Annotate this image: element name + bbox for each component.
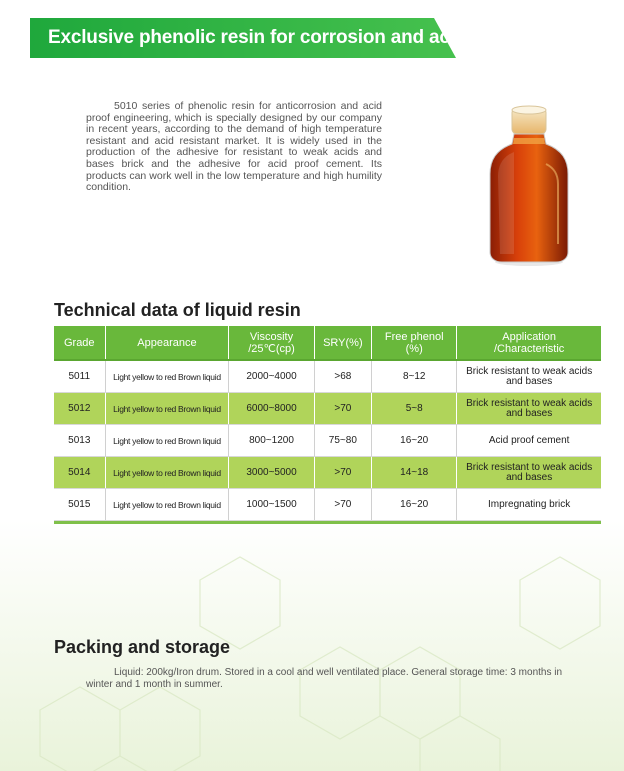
cell-application: Brick resistant to weak acids and bases <box>466 397 593 419</box>
title-banner <box>30 18 519 58</box>
cell-appearance: Light yellow to red Brown liquid <box>106 393 230 424</box>
cell-grade: 5011 <box>54 361 106 392</box>
cell-sry: >70 <box>315 489 372 520</box>
cell-free-phenol: 16~20 <box>372 425 457 456</box>
cell-grade: 5012 <box>54 393 106 424</box>
table-header <box>54 326 601 361</box>
cell-grade: 5014 <box>54 457 106 488</box>
header-grade: Grade <box>54 326 106 359</box>
cell-free-phenol: 14~18 <box>372 457 457 488</box>
table-row <box>54 361 601 393</box>
table-row <box>54 425 601 457</box>
cell-sry: >70 <box>315 457 372 488</box>
header-sry: SRY(%) <box>315 326 372 359</box>
table-row <box>54 489 601 521</box>
intro-paragraph: 5010 series of phenolic resin for anticorrosion and acid proof engineering, which is specially designed by our company in recent years, according to the demand of high temperature resistant and acid resistant market. It is widely used in the production of the adhesive for resistant to weak acids and bases brick and the adhesive for acid proof cement. Its products can work well in the low temperature and high humility condition. <box>86 100 382 194</box>
cell-grade: 5015 <box>54 489 106 520</box>
cell-free-phenol: 5~8 <box>372 393 457 424</box>
table-row <box>54 393 601 425</box>
header-application: Application /Characteristic <box>494 330 565 355</box>
table-bottom-rule <box>54 521 601 524</box>
table-row <box>54 457 601 489</box>
header-free-phenol: Free phenol (%) <box>372 326 457 359</box>
cell-sry: 75~80 <box>315 425 372 456</box>
cell-sry: >70 <box>315 393 372 424</box>
cell-application: Acid proof cement <box>488 434 570 446</box>
technical-data-title: Technical data of liquid resin <box>54 300 301 320</box>
cell-appearance: Light yellow to red Brown liquid <box>106 425 230 456</box>
header-viscosity: Viscosity /25℃(cp) <box>229 326 314 359</box>
cell-application: Brick resistant to weak acids and bases <box>466 365 593 387</box>
resin-bottle-image <box>484 104 574 266</box>
banner-title: Exclusive phenolic resin for corrosion and acid proof <box>48 27 519 48</box>
cell-viscosity: 3000~5000 <box>229 457 314 488</box>
cell-application: Brick resistant to weak acids and bases <box>466 461 593 483</box>
cell-viscosity: 800~1200 <box>229 425 314 456</box>
cell-viscosity: 2000~4000 <box>229 361 314 392</box>
cell-appearance: Light yellow to red Brown liquid <box>106 457 230 488</box>
cell-viscosity: 1000~1500 <box>229 489 314 520</box>
header-appearance: Appearance <box>106 326 230 359</box>
packing-title: Packing and storage <box>54 637 231 657</box>
cell-grade: 5013 <box>54 425 106 456</box>
cell-viscosity: 6000~8000 <box>229 393 314 424</box>
cell-free-phenol: 16~20 <box>372 489 457 520</box>
cell-appearance: Light yellow to red Brown liquid <box>106 489 230 520</box>
cell-appearance: Light yellow to red Brown liquid <box>106 361 230 392</box>
cell-free-phenol: 8~12 <box>372 361 457 392</box>
cell-application: Impregnating brick <box>488 498 571 510</box>
technical-data-table <box>54 326 601 524</box>
cell-sry: >68 <box>315 361 372 392</box>
packing-paragraph: Liquid: 200kg/Iron drum. Stored in a cool and well ventilated place. General storage time: 3 months in winter and 1 month in summer. <box>86 667 563 690</box>
